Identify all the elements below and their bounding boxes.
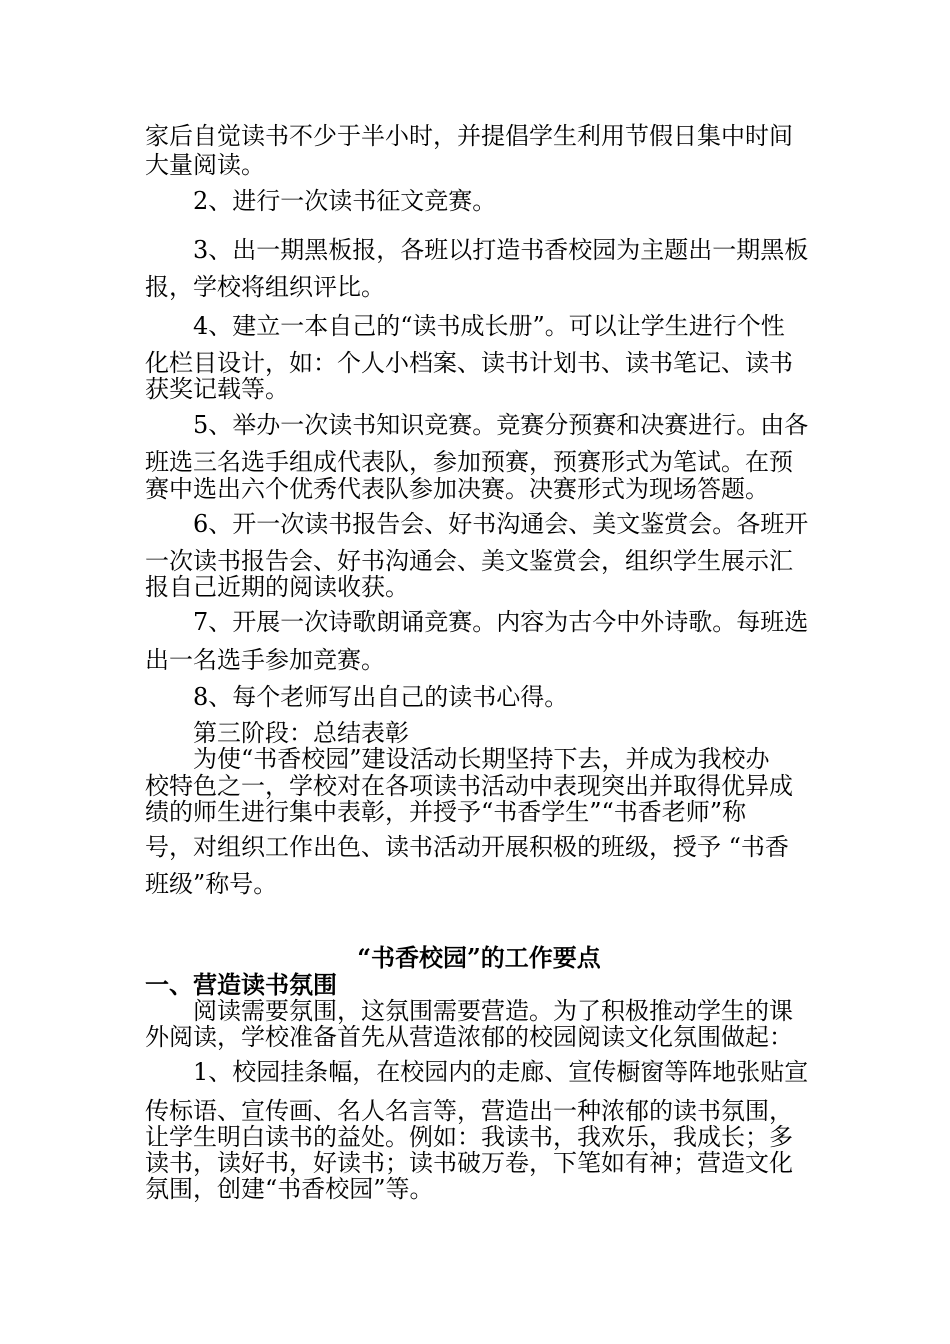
paragraph-line: 班级”称号。 — [145, 870, 278, 898]
paragraph-line: 大量阅读。 — [145, 151, 265, 179]
paragraph-line: 绩的师生进行集中表彰，并授予“书香学生”“书香老师”称 — [145, 798, 747, 826]
paragraph-line: 氛围，创建“书香校园”等。 — [145, 1175, 434, 1203]
paragraph-line: 2、进行一次读书征文竞赛。 — [193, 187, 497, 215]
paragraph-line: 传标语、宣传画、名人名言等，营造出一种浓郁的读书氛围， — [145, 1097, 793, 1125]
section-title: “书香校园”的工作要点 — [357, 943, 601, 972]
paragraph-line: 一次读书报告会、好书沟通会、美文鉴赏会，组织学生展示汇 — [145, 547, 793, 575]
paragraph-line: 出一名选手参加竞赛。 — [145, 646, 385, 674]
paragraph-line: 获奖记载等。 — [145, 375, 289, 403]
paragraph-line: 8、每个老师写出自己的读书心得。 — [193, 683, 569, 711]
paragraph-line: 4、建立一本自己的“读书成长册”。可以让学生进行个性 — [193, 312, 785, 340]
paragraph-line: 7、开展一次诗歌朗诵竞赛。内容为古今中外诗歌。每班选 — [193, 608, 809, 636]
paragraph-line: 读书，读好书，好读书；读书破万卷，下笔如有神；营造文化 — [145, 1149, 793, 1177]
paragraph-line: 号，对组织工作出色、读书活动开展积极的班级，授予 “书香 — [145, 833, 789, 861]
paragraph-line: 1、校园挂条幅，在校园内的走廊、宣传橱窗等阵地张贴宣 — [193, 1058, 809, 1086]
paragraph-line: 5、举办一次读书知识竞赛。竞赛分预赛和决赛进行。由各 — [193, 411, 809, 439]
paragraph-line: 校特色之一，学校对在各项读书活动中表现突出并取得优异成 — [145, 772, 793, 800]
section-heading: 一、营造读书氛围 — [145, 970, 337, 999]
paragraph-line: 家后自觉读书不少于半小时，并提倡学生利用节假日集中时间 — [145, 122, 793, 150]
paragraph-line: 6、开一次读书报告会、好书沟通会、美文鉴赏会。各班开 — [193, 510, 809, 538]
paragraph-line: 为使“书香校园”建设活动长期坚持下去，并成为我校办 — [193, 745, 770, 773]
section-subheading: 第三阶段：总结表彰 — [193, 719, 409, 747]
paragraph-line: 赛中选出六个优秀代表队参加决赛。决赛形式为现场答题。 — [145, 475, 769, 503]
paragraph-line: 报，学校将组织评比。 — [145, 273, 385, 301]
paragraph-line: 阅读需要氛围，这氛围需要营造。为了积极推动学生的课 — [193, 997, 793, 1025]
paragraph-line: 化栏目设计，如：个人小档案、读书计划书、读书笔记、读书 — [145, 349, 793, 377]
paragraph-line: 班选三名选手组成代表队，参加预赛，预赛形式为笔试。在预 — [145, 448, 793, 476]
paragraph-line: 让学生明白读书的益处。例如：我读书，我欢乐，我成长；多 — [145, 1123, 793, 1151]
paragraph-line: 3、出一期黑板报，各班以打造书香校园为主题出一期黑板 — [193, 236, 809, 264]
paragraph-line: 外阅读，学校准备首先从营造浓郁的校园阅读文化氛围做起： — [145, 1023, 793, 1051]
paragraph-line: 报自己近期的阅读收获。 — [145, 573, 409, 601]
